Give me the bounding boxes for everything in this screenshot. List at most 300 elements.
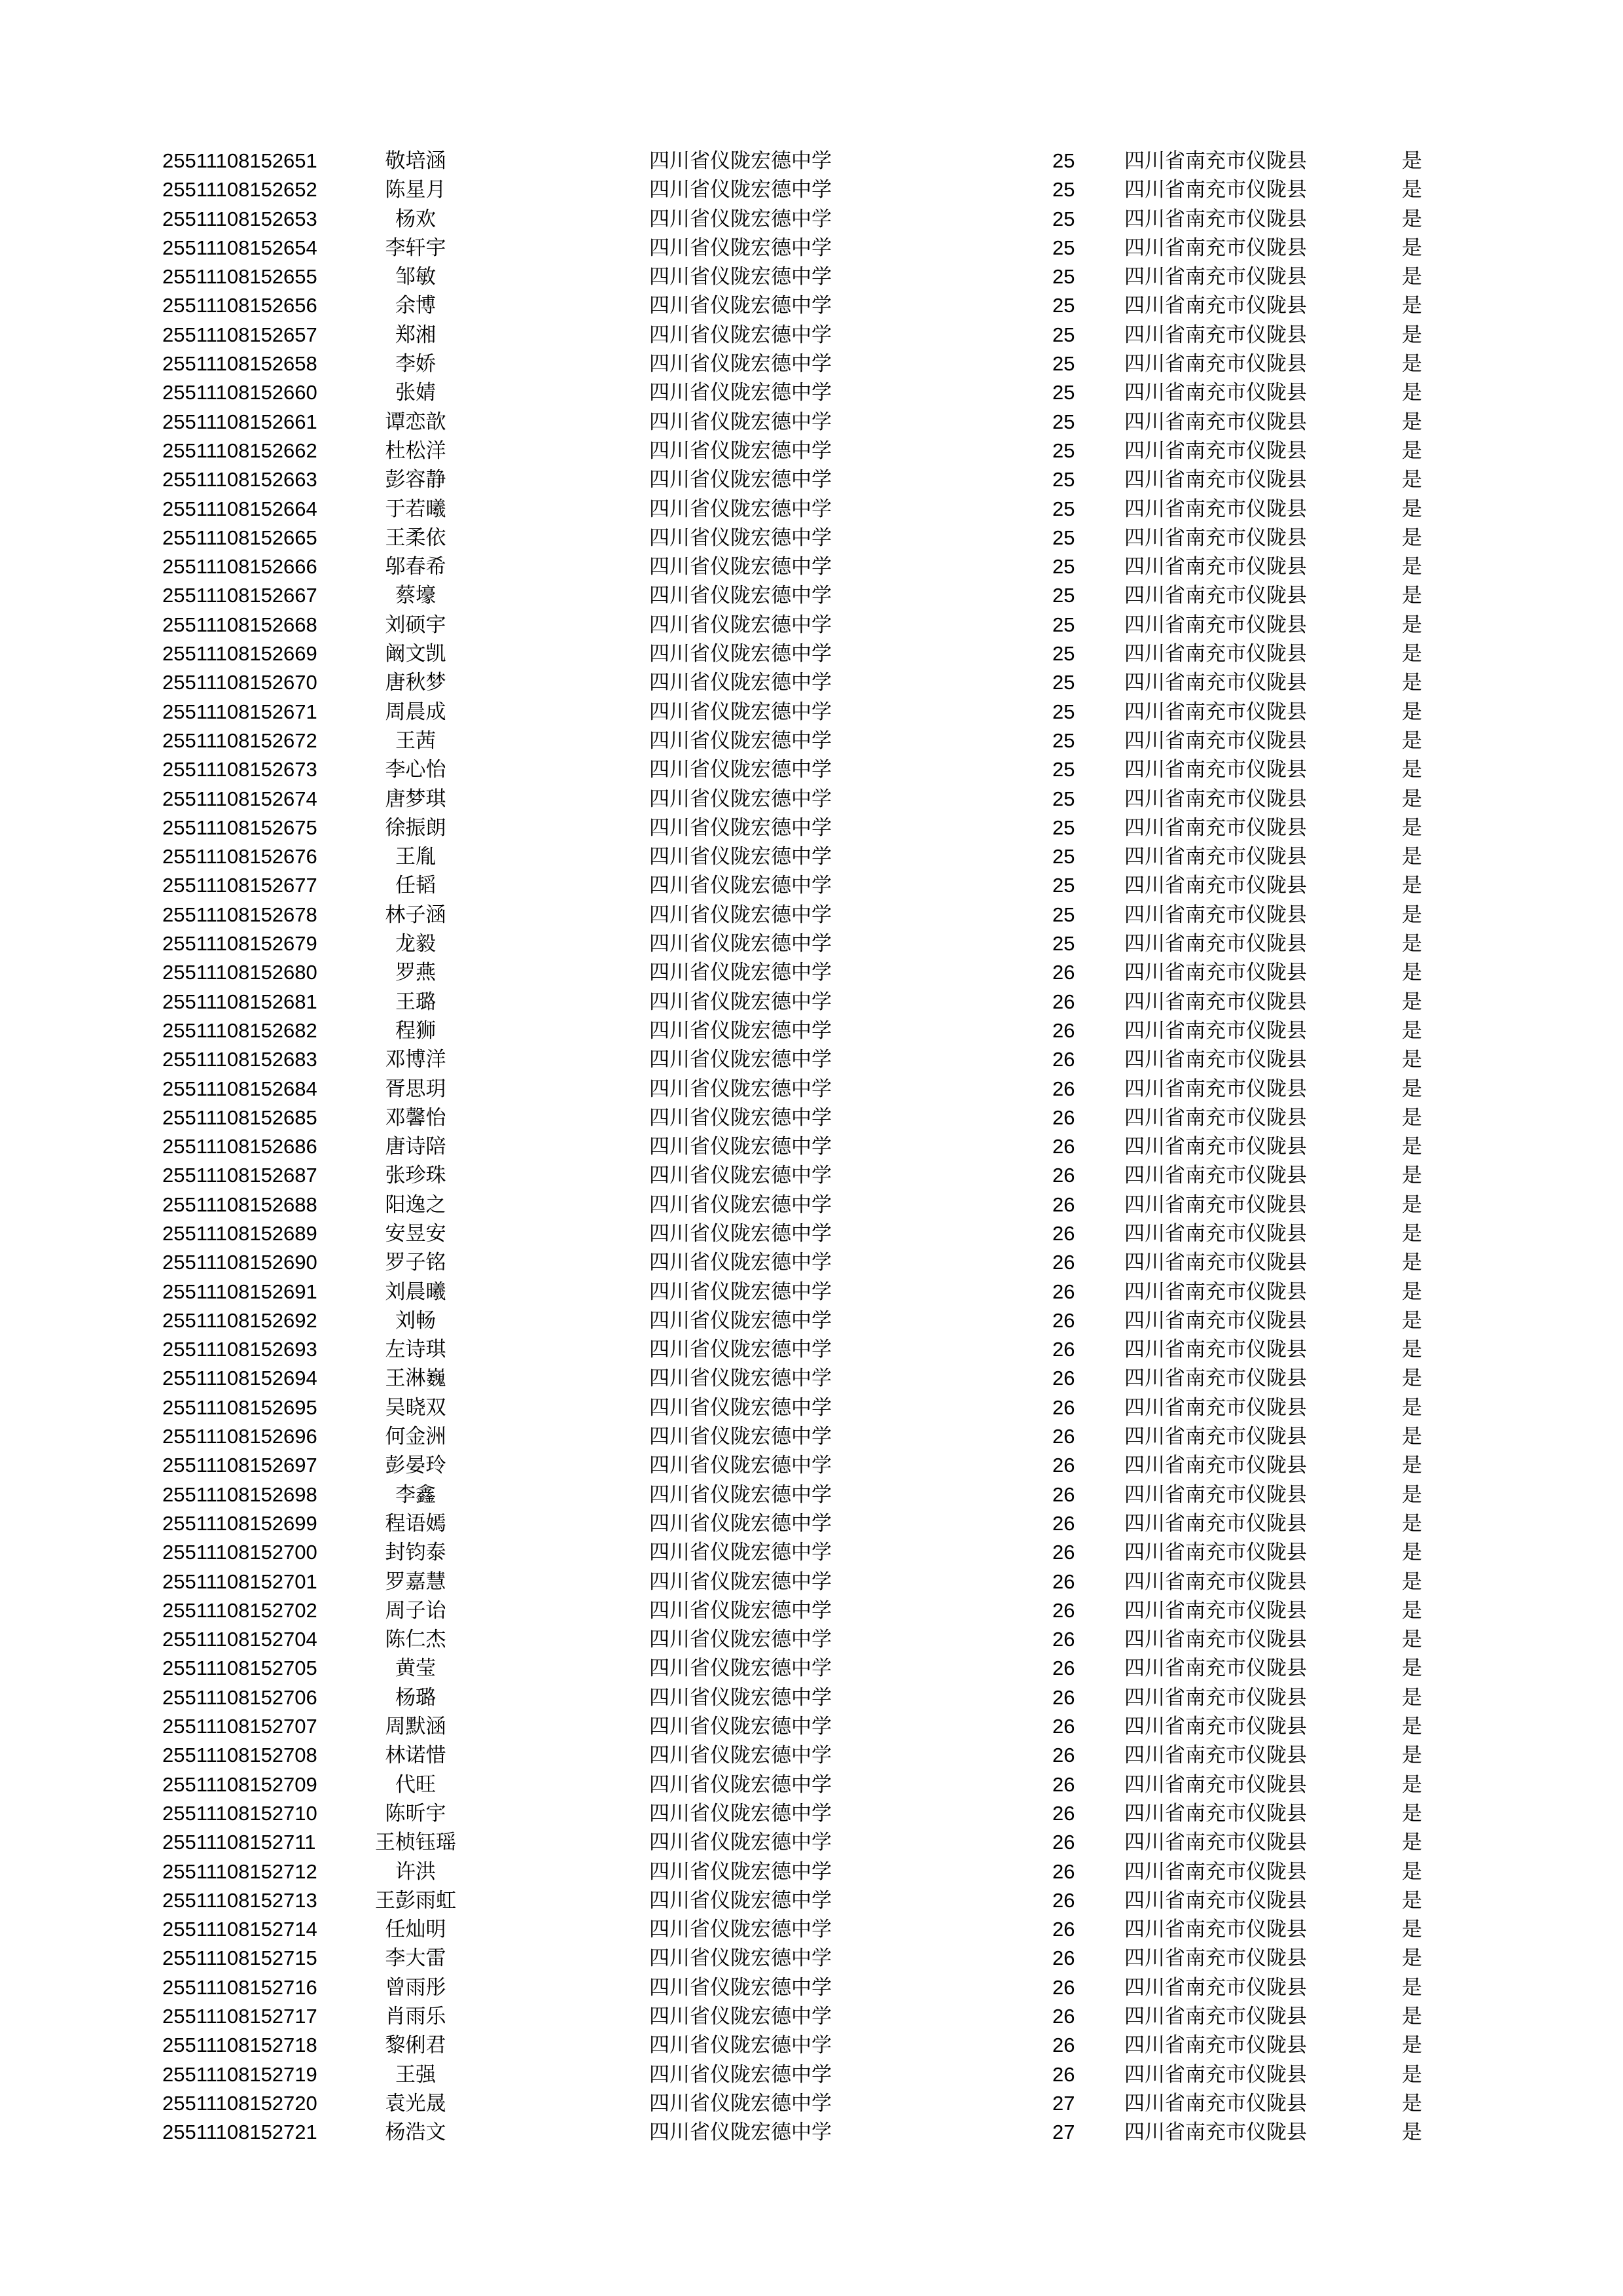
candidate-id-cell: 25511108152656 — [162, 294, 317, 317]
exam-room-cell: 25 — [1052, 468, 1075, 492]
status-flag-cell: 是 — [1402, 1570, 1422, 1594]
candidate-id-cell: 25511108152682 — [162, 1018, 317, 1042]
school-name-cell: 四川省仪陇宏德中学 — [649, 2062, 832, 2087]
school-name-cell: 四川省仪陇宏德中学 — [649, 2034, 832, 2058]
candidate-id-cell: 25511108152698 — [162, 1482, 317, 1506]
student-name-cell: 徐振朗 — [385, 816, 446, 840]
candidate-id-cell: 25511108152690 — [162, 1251, 317, 1274]
table-row — [0, 1248, 1623, 1277]
status-flag-cell: 是 — [1402, 2062, 1422, 2087]
candidate-id-cell: 25511108152713 — [162, 1888, 317, 1912]
student-name-cell: 刘硕宇 — [385, 613, 446, 637]
region-cell: 四川省南充市仪陇县 — [1124, 1077, 1307, 1101]
table-row — [0, 698, 1623, 726]
status-flag-cell: 是 — [1402, 816, 1422, 840]
candidate-id-cell: 25511108152692 — [162, 1308, 317, 1332]
candidate-id-cell: 25511108152705 — [162, 1657, 317, 1680]
student-name-cell: 林子涵 — [385, 903, 446, 927]
table-row — [0, 465, 1623, 494]
exam-room-cell: 25 — [1052, 816, 1075, 839]
status-flag-cell: 是 — [1402, 1715, 1422, 1739]
school-name-cell: 四川省仪陇宏德中学 — [649, 816, 832, 840]
candidate-id-cell: 25511108152715 — [162, 1946, 317, 1970]
school-name-cell: 四川省仪陇宏德中学 — [649, 990, 832, 1014]
region-cell: 四川省南充市仪陇县 — [1124, 1482, 1307, 1507]
candidate-id-cell: 25511108152684 — [162, 1077, 317, 1100]
status-flag-cell: 是 — [1402, 1367, 1422, 1391]
table-row — [0, 871, 1623, 900]
student-name-cell: 邓博洋 — [385, 1048, 446, 1072]
region-cell: 四川省南充市仪陇县 — [1124, 265, 1307, 289]
status-flag-cell: 是 — [1402, 2005, 1422, 2028]
region-cell: 四川省南充市仪陇县 — [1124, 1105, 1307, 1130]
school-name-cell: 四川省仪陇宏德中学 — [649, 1308, 832, 1333]
exam-room-cell: 25 — [1052, 613, 1075, 636]
candidate-id-cell: 25511108152712 — [162, 1859, 317, 1883]
candidate-id-cell: 25511108152660 — [162, 381, 317, 404]
candidate-id-cell: 25511108152699 — [162, 1511, 317, 1535]
school-name-cell: 四川省仪陇宏德中学 — [649, 352, 832, 376]
exam-room-cell: 25 — [1052, 439, 1075, 462]
candidate-id-cell: 25511108152675 — [162, 816, 317, 839]
student-name-cell: 王茜 — [395, 728, 436, 753]
table-row — [0, 175, 1623, 204]
exam-room-cell: 25 — [1052, 207, 1075, 230]
school-name-cell: 四川省仪陇宏德中学 — [649, 1541, 832, 1565]
candidate-id-cell: 25511108152677 — [162, 874, 317, 897]
region-cell: 四川省南充市仪陇县 — [1124, 1425, 1307, 1449]
status-flag-cell: 是 — [1402, 1482, 1422, 1507]
school-name-cell: 四川省仪陇宏德中学 — [649, 236, 832, 260]
status-flag-cell: 是 — [1402, 1251, 1422, 1275]
student-name-cell: 胥思玥 — [385, 1077, 446, 1101]
region-cell: 四川省南充市仪陇县 — [1124, 1018, 1307, 1043]
region-cell: 四川省南充市仪陇县 — [1124, 961, 1307, 985]
candidate-id-cell: 25511108152680 — [162, 961, 317, 984]
region-cell: 四川省南充市仪陇县 — [1124, 1657, 1307, 1681]
table-row — [0, 1799, 1623, 1828]
exam-room-cell: 25 — [1052, 323, 1075, 346]
region-cell: 四川省南充市仪陇县 — [1124, 1888, 1307, 1912]
status-flag-cell: 是 — [1402, 1772, 1422, 1797]
status-flag-cell: 是 — [1402, 845, 1422, 869]
student-name-cell: 李轩宇 — [385, 236, 446, 260]
status-flag-cell: 是 — [1402, 728, 1422, 753]
exam-room-cell: 25 — [1052, 294, 1075, 317]
exam-room-cell: 26 — [1052, 1077, 1075, 1100]
exam-room-cell: 26 — [1052, 1831, 1075, 1854]
status-flag-cell: 是 — [1402, 1918, 1422, 1942]
candidate-id-cell: 25511108152707 — [162, 1715, 317, 1738]
status-flag-cell: 是 — [1402, 1018, 1422, 1043]
exam-room-cell: 25 — [1052, 352, 1075, 376]
status-flag-cell: 是 — [1402, 758, 1422, 782]
school-name-cell: 四川省仪陇宏德中学 — [649, 961, 832, 985]
status-flag-cell: 是 — [1402, 1164, 1422, 1188]
student-name-cell: 唐梦琪 — [385, 787, 446, 811]
student-name-cell: 龙毅 — [395, 932, 436, 956]
student-name-cell: 王淋巍 — [385, 1367, 446, 1391]
candidate-id-cell: 25511108152663 — [162, 468, 317, 492]
region-cell: 四川省南充市仪陇县 — [1124, 1048, 1307, 1072]
table-row — [0, 1306, 1623, 1335]
region-cell: 四川省南充市仪陇县 — [1124, 845, 1307, 869]
school-name-cell: 四川省仪陇宏德中学 — [649, 1918, 832, 1942]
status-flag-cell: 是 — [1402, 1744, 1422, 1768]
status-flag-cell: 是 — [1402, 903, 1422, 927]
student-name-cell: 李心怡 — [385, 758, 446, 782]
school-name-cell: 四川省仪陇宏德中学 — [649, 526, 832, 550]
status-flag-cell: 是 — [1402, 613, 1422, 637]
student-name-cell: 李娇 — [395, 352, 436, 376]
region-cell: 四川省南充市仪陇县 — [1124, 932, 1307, 956]
student-name-cell: 袁光晟 — [385, 2091, 446, 2115]
status-flag-cell: 是 — [1402, 990, 1422, 1014]
table-row — [0, 1712, 1623, 1741]
school-name-cell: 四川省仪陇宏德中学 — [649, 1395, 832, 1420]
region-cell: 四川省南充市仪陇县 — [1124, 468, 1307, 492]
region-cell: 四川省南充市仪陇县 — [1124, 1541, 1307, 1565]
school-name-cell: 四川省仪陇宏德中学 — [649, 1280, 832, 1304]
status-flag-cell: 是 — [1402, 1105, 1422, 1130]
candidate-id-cell: 25511108152674 — [162, 787, 317, 810]
school-name-cell: 四川省仪陇宏德中学 — [649, 758, 832, 782]
school-name-cell: 四川省仪陇宏德中学 — [649, 1715, 832, 1739]
table-row — [0, 1045, 1623, 1074]
region-cell: 四川省南充市仪陇县 — [1124, 613, 1307, 637]
region-cell: 四川省南充市仪陇县 — [1124, 1772, 1307, 1797]
school-name-cell: 四川省仪陇宏德中学 — [649, 1946, 832, 1971]
table-row — [0, 262, 1623, 291]
exam-room-cell: 25 — [1052, 845, 1075, 869]
region-cell: 四川省南充市仪陇县 — [1124, 1946, 1307, 1971]
candidate-id-cell: 25511108152697 — [162, 1454, 317, 1477]
candidate-id-cell: 25511108152686 — [162, 1135, 317, 1158]
region-cell: 四川省南充市仪陇县 — [1124, 1744, 1307, 1768]
table-row — [0, 2060, 1623, 2089]
candidate-id-cell: 25511108152673 — [162, 758, 317, 781]
candidate-id-cell: 25511108152667 — [162, 584, 317, 607]
status-flag-cell: 是 — [1402, 1685, 1422, 1710]
student-list-table — [0, 147, 1623, 2147]
region-cell: 四川省南充市仪陇县 — [1124, 728, 1307, 753]
region-cell: 四川省南充市仪陇县 — [1124, 1164, 1307, 1188]
student-name-cell: 罗子铭 — [385, 1251, 446, 1275]
exam-room-cell: 26 — [1052, 2062, 1075, 2086]
table-row — [0, 2002, 1623, 2031]
table-row — [0, 901, 1623, 929]
status-flag-cell: 是 — [1402, 323, 1422, 347]
school-name-cell: 四川省仪陇宏德中学 — [649, 642, 832, 666]
exam-room-cell: 25 — [1052, 526, 1075, 549]
candidate-id-cell: 25511108152694 — [162, 1367, 317, 1390]
exam-room-cell: 26 — [1052, 1454, 1075, 1477]
student-name-cell: 张珍珠 — [385, 1164, 446, 1188]
table-row — [0, 378, 1623, 407]
table-row — [0, 205, 1623, 234]
candidate-id-cell: 25511108152662 — [162, 439, 317, 462]
school-name-cell: 四川省仪陇宏德中学 — [649, 1598, 832, 1623]
table-row — [0, 1132, 1623, 1161]
region-cell: 四川省南充市仪陇县 — [1124, 874, 1307, 898]
school-name-cell: 四川省仪陇宏德中学 — [649, 584, 832, 608]
student-name-cell: 唐秋梦 — [385, 671, 446, 695]
region-cell: 四川省南充市仪陇县 — [1124, 990, 1307, 1014]
status-flag-cell: 是 — [1402, 874, 1422, 898]
student-name-cell: 蔡壕 — [395, 584, 436, 608]
status-flag-cell: 是 — [1402, 410, 1422, 434]
exam-room-cell: 27 — [1052, 2121, 1075, 2144]
table-row — [0, 929, 1623, 958]
exam-room-cell: 26 — [1052, 1425, 1075, 1448]
exam-room-cell: 26 — [1052, 1888, 1075, 1912]
region-cell: 四川省南充市仪陇县 — [1124, 1975, 1307, 2000]
table-row — [0, 639, 1623, 668]
candidate-id-cell: 25511108152685 — [162, 1105, 317, 1129]
table-row — [0, 1161, 1623, 1190]
candidate-id-cell: 25511108152718 — [162, 2034, 317, 2057]
school-name-cell: 四川省仪陇宏德中学 — [649, 1221, 832, 1246]
student-name-cell: 谭恋歆 — [385, 410, 446, 434]
table-row — [0, 1278, 1623, 1306]
candidate-id-cell: 25511108152700 — [162, 1541, 317, 1564]
table-row — [0, 1741, 1623, 1770]
candidate-id-cell: 25511108152696 — [162, 1425, 317, 1448]
candidate-id-cell: 25511108152688 — [162, 1193, 317, 1216]
school-name-cell: 四川省仪陇宏德中学 — [649, 903, 832, 927]
status-flag-cell: 是 — [1402, 700, 1422, 724]
table-row — [0, 1973, 1623, 2002]
school-name-cell: 四川省仪陇宏德中学 — [649, 1859, 832, 1884]
region-cell: 四川省南充市仪陇县 — [1124, 1338, 1307, 1362]
student-name-cell: 王桢钰瑶 — [375, 1831, 456, 1855]
candidate-id-cell: 25511108152671 — [162, 700, 317, 723]
table-row — [0, 1538, 1623, 1567]
region-cell: 四川省南充市仪陇县 — [1124, 903, 1307, 927]
exam-room-cell: 26 — [1052, 1164, 1075, 1187]
school-name-cell: 四川省仪陇宏德中学 — [649, 439, 832, 463]
status-flag-cell: 是 — [1402, 1308, 1422, 1333]
school-name-cell: 四川省仪陇宏德中学 — [649, 787, 832, 811]
exam-room-cell: 25 — [1052, 497, 1075, 520]
student-name-cell: 邬春希 — [385, 555, 446, 579]
school-name-cell: 四川省仪陇宏德中学 — [649, 468, 832, 492]
status-flag-cell: 是 — [1402, 294, 1422, 318]
exam-room-cell: 26 — [1052, 1367, 1075, 1390]
exam-room-cell: 26 — [1052, 1801, 1075, 1825]
student-name-cell: 陈星月 — [385, 178, 446, 202]
student-name-cell: 刘晨曦 — [385, 1280, 446, 1304]
school-name-cell: 四川省仪陇宏德中学 — [649, 932, 832, 956]
exam-room-cell: 25 — [1052, 381, 1075, 404]
exam-room-cell: 25 — [1052, 265, 1075, 289]
status-flag-cell: 是 — [1402, 961, 1422, 985]
candidate-id-cell: 25511108152666 — [162, 555, 317, 579]
status-flag-cell: 是 — [1402, 439, 1422, 463]
student-name-cell: 周晨成 — [385, 700, 446, 724]
table-row — [0, 988, 1623, 1016]
candidate-id-cell: 25511108152689 — [162, 1221, 317, 1245]
status-flag-cell: 是 — [1402, 1454, 1422, 1478]
candidate-id-cell: 25511108152652 — [162, 178, 317, 202]
table-row — [0, 1683, 1623, 1712]
school-name-cell: 四川省仪陇宏德中学 — [649, 1425, 832, 1449]
region-cell: 四川省南充市仪陇县 — [1124, 323, 1307, 347]
status-flag-cell: 是 — [1402, 584, 1422, 608]
school-name-cell: 四川省仪陇宏德中学 — [649, 207, 832, 231]
student-name-cell: 杨欢 — [395, 207, 436, 231]
status-flag-cell: 是 — [1402, 1425, 1422, 1449]
table-row — [0, 668, 1623, 697]
exam-room-cell: 26 — [1052, 1657, 1075, 1680]
exam-room-cell: 25 — [1052, 728, 1075, 752]
exam-room-cell: 25 — [1052, 149, 1075, 172]
school-name-cell: 四川省仪陇宏德中学 — [649, 728, 832, 753]
school-name-cell: 四川省仪陇宏德中学 — [649, 1975, 832, 2000]
region-cell: 四川省南充市仪陇县 — [1124, 439, 1307, 463]
status-flag-cell: 是 — [1402, 2034, 1422, 2058]
school-name-cell: 四川省仪陇宏德中学 — [649, 874, 832, 898]
student-name-cell: 杨浩文 — [385, 2121, 446, 2145]
status-flag-cell: 是 — [1402, 149, 1422, 173]
school-name-cell: 四川省仪陇宏德中学 — [649, 845, 832, 869]
region-cell: 四川省南充市仪陇县 — [1124, 1628, 1307, 1652]
school-name-cell: 四川省仪陇宏德中学 — [649, 410, 832, 434]
candidate-id-cell: 25511108152651 — [162, 149, 317, 172]
candidate-id-cell: 25511108152704 — [162, 1628, 317, 1651]
school-name-cell: 四川省仪陇宏德中学 — [649, 1048, 832, 1072]
status-flag-cell: 是 — [1402, 1628, 1422, 1652]
region-cell: 四川省南充市仪陇县 — [1124, 352, 1307, 376]
candidate-id-cell: 25511108152719 — [162, 2062, 317, 2086]
student-name-cell: 余博 — [395, 294, 436, 318]
status-flag-cell: 是 — [1402, 265, 1422, 289]
school-name-cell: 四川省仪陇宏德中学 — [649, 1193, 832, 1217]
exam-room-cell: 26 — [1052, 1135, 1075, 1158]
exam-room-cell: 26 — [1052, 1221, 1075, 1245]
school-name-cell: 四川省仪陇宏德中学 — [649, 265, 832, 289]
status-flag-cell: 是 — [1402, 1946, 1422, 1971]
region-cell: 四川省南充市仪陇县 — [1124, 1280, 1307, 1304]
status-flag-cell: 是 — [1402, 352, 1422, 376]
status-flag-cell: 是 — [1402, 1541, 1422, 1565]
exam-room-cell: 26 — [1052, 1918, 1075, 1941]
region-cell: 四川省南充市仪陇县 — [1124, 700, 1307, 724]
student-name-cell: 刘畅 — [395, 1308, 436, 1333]
status-flag-cell: 是 — [1402, 1801, 1422, 1825]
status-flag-cell: 是 — [1402, 2091, 1422, 2115]
region-cell: 四川省南充市仪陇县 — [1124, 1801, 1307, 1825]
exam-room-cell: 26 — [1052, 1395, 1075, 1419]
status-flag-cell: 是 — [1402, 178, 1422, 202]
region-cell: 四川省南充市仪陇县 — [1124, 2121, 1307, 2145]
region-cell: 四川省南充市仪陇县 — [1124, 1454, 1307, 1478]
candidate-id-cell: 25511108152714 — [162, 1918, 317, 1941]
exam-room-cell: 25 — [1052, 700, 1075, 723]
candidate-id-cell: 25511108152672 — [162, 728, 317, 752]
region-cell: 四川省南充市仪陇县 — [1124, 1193, 1307, 1217]
candidate-id-cell: 25511108152701 — [162, 1570, 317, 1593]
candidate-id-cell: 25511108152655 — [162, 265, 317, 289]
table-row — [0, 1422, 1623, 1451]
region-cell: 四川省南充市仪陇县 — [1124, 1135, 1307, 1159]
region-cell: 四川省南充市仪陇县 — [1124, 149, 1307, 173]
school-name-cell: 四川省仪陇宏德中学 — [649, 1511, 832, 1535]
student-name-cell: 陈仁杰 — [385, 1628, 446, 1652]
school-name-cell: 四川省仪陇宏德中学 — [649, 2005, 832, 2028]
table-row — [0, 1828, 1623, 1857]
exam-room-cell: 26 — [1052, 990, 1075, 1013]
status-flag-cell: 是 — [1402, 1395, 1422, 1420]
school-name-cell: 四川省仪陇宏德中学 — [649, 1744, 832, 1768]
exam-room-cell: 26 — [1052, 1859, 1075, 1883]
status-flag-cell: 是 — [1402, 555, 1422, 579]
status-flag-cell: 是 — [1402, 1598, 1422, 1623]
exam-room-cell: 26 — [1052, 1251, 1075, 1274]
exam-room-cell: 25 — [1052, 787, 1075, 810]
candidate-id-cell: 25511108152706 — [162, 1685, 317, 1709]
exam-room-cell: 25 — [1052, 758, 1075, 781]
student-name-cell: 曾雨彤 — [385, 1975, 446, 2000]
student-name-cell: 阳逸之 — [385, 1193, 446, 1217]
candidate-id-cell: 25511108152695 — [162, 1395, 317, 1419]
candidate-id-cell: 25511108152717 — [162, 2005, 317, 2028]
school-name-cell: 四川省仪陇宏德中学 — [649, 1801, 832, 1825]
student-name-cell: 李鑫 — [395, 1482, 436, 1507]
table-row — [0, 1451, 1623, 1480]
candidate-id-cell: 25511108152716 — [162, 1975, 317, 1999]
candidate-id-cell: 25511108152711 — [162, 1831, 316, 1854]
student-name-cell: 程狮 — [395, 1018, 436, 1043]
exam-room-cell: 26 — [1052, 2005, 1075, 2028]
status-flag-cell: 是 — [1402, 497, 1422, 521]
school-name-cell: 四川省仪陇宏德中学 — [649, 700, 832, 724]
region-cell: 四川省南充市仪陇县 — [1124, 236, 1307, 260]
exam-room-cell: 25 — [1052, 584, 1075, 607]
candidate-id-cell: 25511108152693 — [162, 1338, 317, 1361]
table-row — [0, 958, 1623, 987]
status-flag-cell: 是 — [1402, 787, 1422, 811]
table-row — [0, 581, 1623, 610]
school-name-cell: 四川省仪陇宏德中学 — [649, 1018, 832, 1043]
school-name-cell: 四川省仪陇宏德中学 — [649, 1077, 832, 1101]
student-name-cell: 王彭雨虹 — [375, 1888, 456, 1912]
status-flag-cell: 是 — [1402, 642, 1422, 666]
school-name-cell: 四川省仪陇宏德中学 — [649, 149, 832, 173]
table-row — [0, 814, 1623, 842]
school-name-cell: 四川省仪陇宏德中学 — [649, 323, 832, 347]
table-row — [0, 1191, 1623, 1219]
exam-room-cell: 26 — [1052, 1975, 1075, 1999]
candidate-id-cell: 25511108152669 — [162, 642, 317, 666]
table-row — [0, 1654, 1623, 1683]
table-row — [0, 437, 1623, 465]
region-cell: 四川省南充市仪陇县 — [1124, 497, 1307, 521]
region-cell: 四川省南充市仪陇县 — [1124, 1859, 1307, 1884]
school-name-cell: 四川省仪陇宏德中学 — [649, 1251, 832, 1275]
school-name-cell: 四川省仪陇宏德中学 — [649, 1454, 832, 1478]
exam-room-cell: 26 — [1052, 1570, 1075, 1593]
table-row — [0, 755, 1623, 784]
exam-room-cell: 26 — [1052, 961, 1075, 984]
status-flag-cell: 是 — [1402, 1221, 1422, 1246]
exam-room-cell: 25 — [1052, 555, 1075, 579]
candidate-id-cell: 25511108152683 — [162, 1048, 317, 1071]
region-cell: 四川省南充市仪陇县 — [1124, 642, 1307, 666]
candidate-id-cell: 25511108152678 — [162, 903, 317, 926]
table-row — [0, 552, 1623, 581]
student-name-cell: 安昱安 — [385, 1221, 446, 1246]
